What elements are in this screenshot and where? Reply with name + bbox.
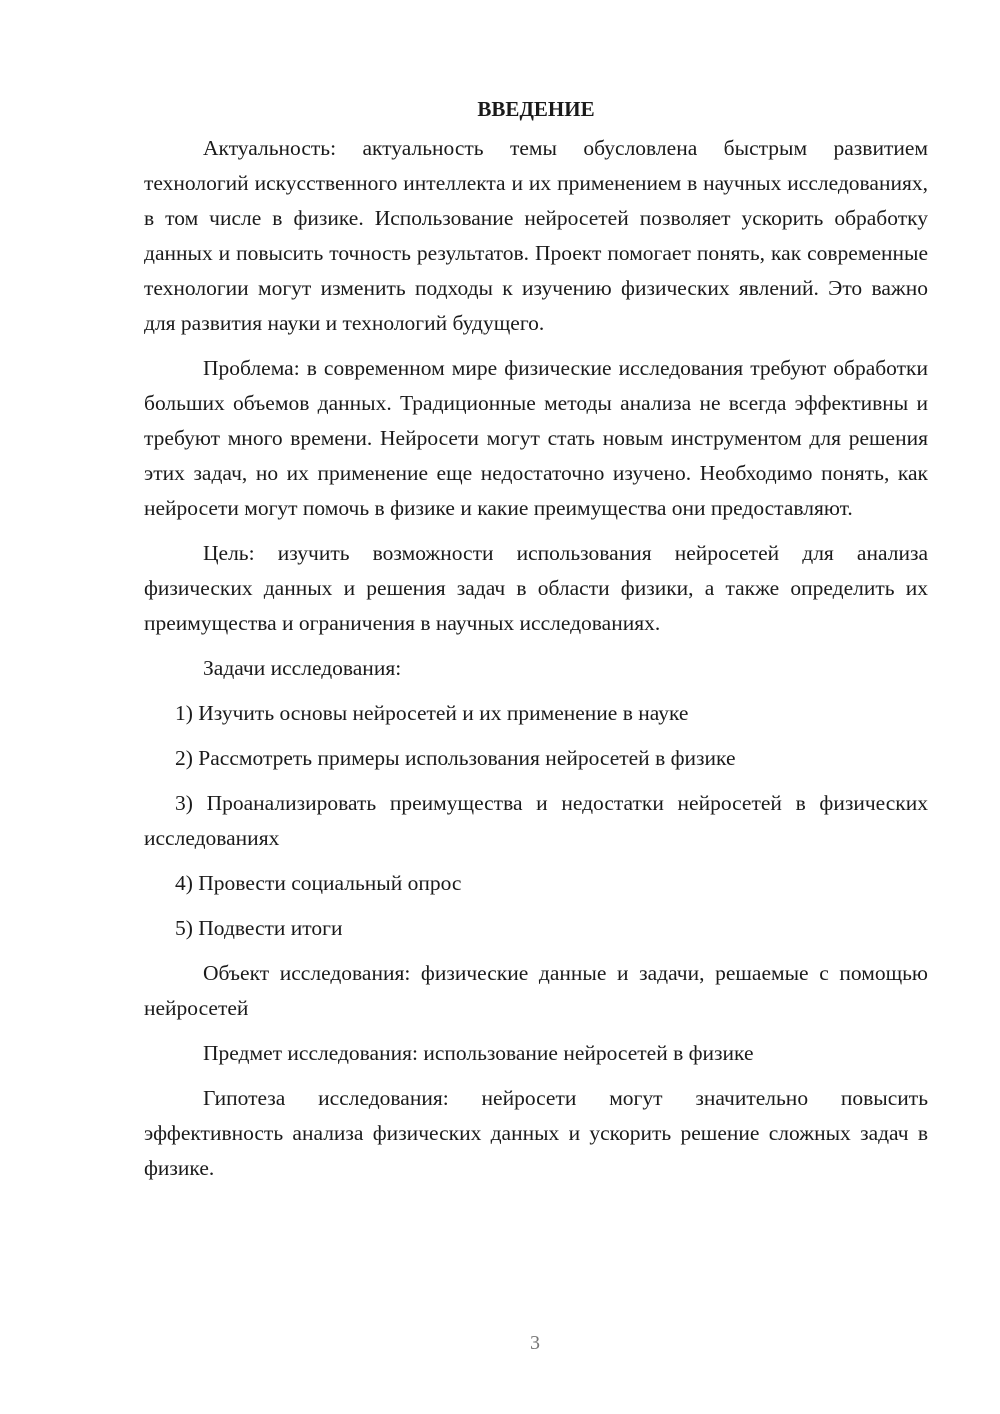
- object-paragraph: Объект исследования: физические данные и задачи, решаемые с помощью нейросетей: [144, 961, 928, 1020]
- list-item: 4) Провести социальный опрос: [175, 871, 462, 895]
- list-item: 5) Подвести итоги: [175, 916, 343, 940]
- tasks-list: [144, 696, 928, 946]
- problem-paragraph: Проблема: в современном мире физические исследования требуют обработки больших объемов данных. Традиционные методы анализа не всегда эффективны и требуют много времени. Нейросети могут стать новым инструментом для решения этих задач, но их применение еще недостаточно изучено. Необходимо понять, как нейросети могут помочь в физике и какие преимущества они предоставляют.: [144, 356, 928, 520]
- page-number: 3: [530, 1332, 540, 1354]
- list-item: 3) Проанализировать преимущества и недостатки нейросетей в физических исследованиях: [144, 791, 928, 850]
- relevance-paragraph: Актуальность: актуальность темы обусловлена быстрым развитием технологий искусственного интеллекта и их применением в научных исследованиях, в том числе в физике. Использование нейросетей позволяет ускорить обработку данных и повысить точность результатов. Проект помогает понять, как современные технологии могут изменить подходы к изучению физических явлений. Это важно для развития науки и технологий будущего.: [144, 136, 928, 335]
- document-page: [144, 92, 928, 1196]
- list-item: 1) Изучить основы нейросетей и их применение в науке: [175, 701, 689, 725]
- tasks-title: Задачи исследования:: [203, 656, 402, 680]
- section-heading: ВВЕДЕНИЕ: [477, 97, 595, 121]
- hypothesis-paragraph: Гипотеза исследования: нейросети могут значительно повысить эффективность анализа физических данных и ускорить решение сложных задач в физике.: [144, 1086, 928, 1180]
- subject-paragraph: Предмет исследования: использование нейросетей в физике: [203, 1041, 754, 1065]
- list-item: 2) Рассмотреть примеры использования нейросетей в физике: [175, 746, 736, 770]
- goal-paragraph: Цель: изучить возможности использования нейросетей для анализа физических данных и решения задач в области физики, а также определить их преимущества и ограничения в научных исследованиях.: [144, 541, 928, 635]
